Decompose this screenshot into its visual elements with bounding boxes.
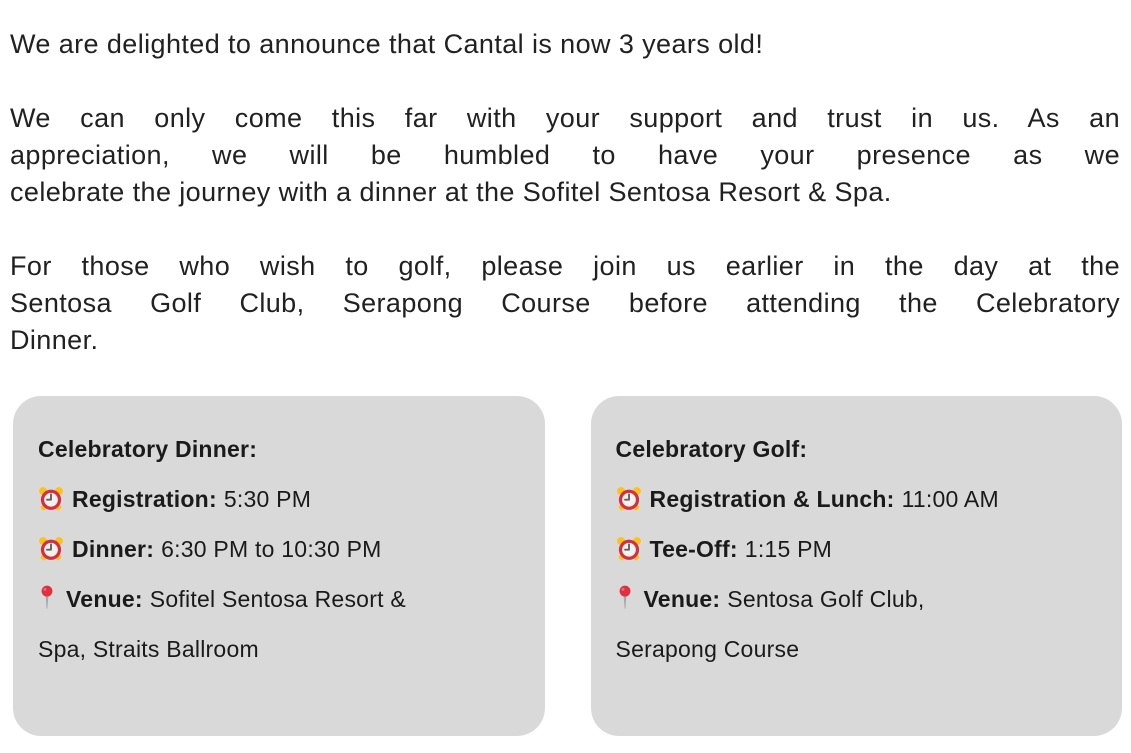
intro-paragraph-appreciation xyxy=(10,100,1120,211)
intro-paragraph-golf xyxy=(10,248,1120,359)
intro-line: appreciation, we will be humbled to have your presence as we xyxy=(10,140,1120,170)
intro-line: Sentosa Golf Club, Serapong Course before attending the Celebratory xyxy=(10,288,1120,318)
item-label: Registration: xyxy=(72,486,217,512)
intro-paragraph-announcement xyxy=(10,26,1120,63)
card-celebratory-dinner xyxy=(13,396,545,736)
item-value: 6:30 PM to 10:30 PM xyxy=(161,536,382,562)
item-value: 5:30 PM xyxy=(223,486,312,512)
item-value: 1:15 PM xyxy=(744,536,833,562)
event-item-venue xyxy=(616,574,1098,674)
intro-line: Dinner. xyxy=(10,325,99,355)
item-label: Venue: xyxy=(643,586,721,612)
event-cards xyxy=(13,396,1122,736)
intro-line: We are delighted to announce that Cantal is now 3 years old! xyxy=(10,29,764,59)
item-label: Dinner: xyxy=(72,536,155,562)
event-item-tee-off xyxy=(616,524,1098,574)
intro-line: We can only come this far with your support and trust in us. As an xyxy=(10,103,1120,133)
intro-section xyxy=(0,26,1131,359)
event-item-venue xyxy=(38,574,520,674)
intro-line: For those who wish to golf, please join us earlier in the day at the xyxy=(10,251,1120,281)
item-label: Registration & Lunch: xyxy=(649,486,895,512)
item-value: Sentosa Golf Club, xyxy=(727,586,925,612)
card-title: Celebratory Dinner: xyxy=(38,436,258,462)
card-title: Celebratory Golf: xyxy=(615,436,808,462)
intro-line: celebrate the journey with a dinner at the Sofitel Sentosa Resort & Spa. xyxy=(10,177,892,207)
alarm-clock-icon xyxy=(616,486,642,512)
item-value-line2: Serapong Course xyxy=(615,636,800,662)
round-pushpin-icon xyxy=(40,585,54,612)
item-value-line2: Spa, Straits Ballroom xyxy=(38,636,259,662)
item-label: Tee-Off: xyxy=(649,536,738,562)
item-value: 11:00 AM xyxy=(901,486,999,512)
item-label: Venue: xyxy=(66,586,143,612)
alarm-clock-icon xyxy=(616,536,642,562)
alarm-clock-icon xyxy=(38,486,64,512)
card-celebratory-golf xyxy=(591,396,1123,736)
alarm-clock-icon xyxy=(38,536,64,562)
round-pushpin-icon xyxy=(618,585,632,612)
event-item-registration xyxy=(38,474,520,524)
item-value: Sofitel Sentosa Resort & xyxy=(149,586,406,612)
event-item-dinner xyxy=(38,524,520,574)
event-item-registration-lunch xyxy=(616,474,1098,524)
